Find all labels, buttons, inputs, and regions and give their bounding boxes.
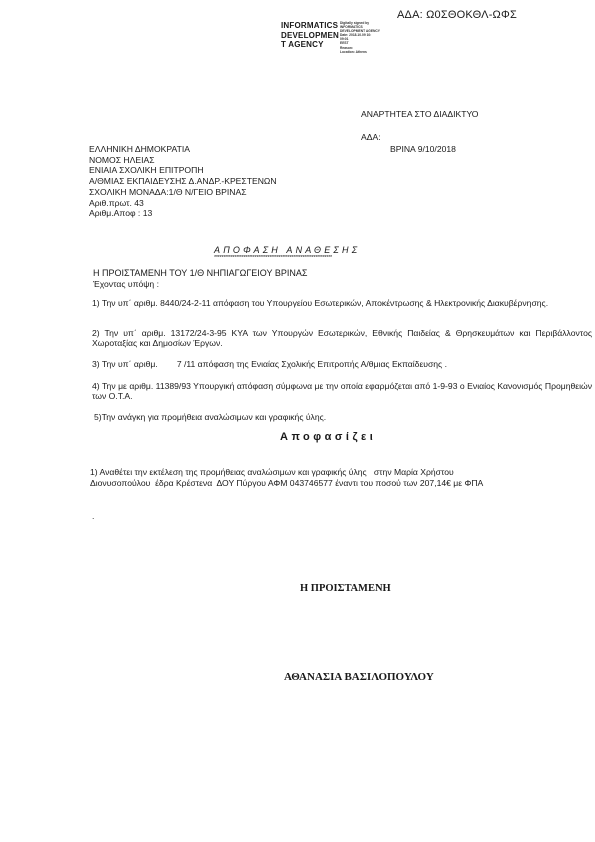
stray-dot: . — [92, 511, 95, 521]
issuer-block — [89, 144, 277, 219]
consideration-4: 4) Την με αριθμ. 11389/93 Υπουργική απόφαση σύμφωνα με την οποία εφαρμόζεται από 1-9-93 ο Ενιαίος Κανονισμός Προμηθειών των Ο.Τ.Α. — [92, 381, 592, 402]
logo-line: T AGENCY — [281, 40, 324, 49]
ada-header: ΑΔΑ: Ω0ΣΘΟΚΘΛ-ΩΦΣ — [397, 9, 517, 21]
consideration-5: 5)Την ανάγκη για προμήθεια αναλώσιμων και γραφικής ύλης. — [94, 412, 327, 422]
document-date: ΒΡΙΝΑ 9/10/2018 — [390, 144, 456, 154]
signatory-name: ΑΘΑΝΑΣΙΑ ΒΑΣΙΛΟΠΟΥΛΟΥ — [284, 671, 434, 683]
issuer-line: ΣΧΟΛΙΚΗ ΜΟΝΑΔΑ:1/Θ Ν/ΓΕΙΟ ΒΡΙΝΑΣ — [89, 186, 247, 197]
issuer-line: ΕΛΛΗΝΙΚΗ ΔΗΜΟΚΡΑΤΙΑ — [89, 144, 190, 154]
issuer-line: Α/ΘΜΙΑΣ ΕΚΠΑΙΔΕΥΣΗΣ Δ.ΑΝΔΡ.-ΚΡΕΣΤΕΝΩΝ — [89, 176, 277, 187]
decision-number: Αριθμ.Αποφ : 13 — [89, 208, 153, 219]
title-underline: **************************************************************** — [214, 255, 332, 261]
digital-signature-details — [340, 21, 380, 54]
post-notice: ΑΝΑΡΤΗΤΕΑ ΣΤΟ ΔΙΑΔΙΚΤΥΟ — [361, 109, 479, 119]
signature-detail-line: 09:01 — [340, 37, 349, 42]
authority-heading: Η ΠΡΟΙΣΤΑΜΕΝΗ ΤΟΥ 1/Θ ΝΗΠΙΑΓΩΓΕΙΟΥ ΒΡΙΝΑΣ — [93, 268, 308, 278]
considering-intro: Έχοντας υπόψη : — [93, 279, 159, 289]
logo-line: INFORMATICS — [281, 21, 339, 30]
logo-line: DEVELOPMEN — [281, 30, 340, 40]
consideration-1: 1) Την υπ΄ αριθμ. 8440/24-2-11 απόφαση του Υπουργείου Εσωτερικών, Αποκέντρωσης & Ηλεκτρονικής Διακυβέρνησης. — [92, 298, 549, 308]
signature-detail-line: Location: Athens — [340, 49, 367, 54]
document-title: ΑΠΟΦΑΣΗ ΑΝΑΘΕΣΗΣ — [214, 245, 361, 255]
signatory-title: Η ΠΡΟΙΣΤΑΜΕΝΗ — [300, 583, 391, 594]
signature-detail-line: Reason: — [340, 45, 354, 50]
consideration-2: 2) Την υπ΄ αριθμ. 13172/24-3-95 ΚΥΑ των Υπουργών Εσωτερικών, Εθνικής Παιδείας & Θρησκευμάτων και Περιβάλλοντος Χωροταξίας και Δημοσίων Έργων. — [92, 328, 592, 349]
issuer-line: ΕΝΙΑΙΑ ΣΧΟΛΙΚΗ ΕΠΙΤΡΟΠΗ — [89, 165, 204, 176]
signature-logo — [281, 21, 339, 50]
signature-detail-line: INFORMATICS — [340, 25, 363, 30]
decides-heading: Αποφασίζει — [280, 431, 377, 443]
signature-detail-line: Digitally signed by — [340, 21, 370, 25]
signature-detail-line: Date: 2018.10.09 10: — [340, 33, 372, 38]
decision-line: Διονυσοπούλου έδρα Κρέστενα ΔΟΥ Πύργου ΑΦΜ 043746577 έναντι του ποσού των 207,14€ με ΦΠΑ — [90, 478, 484, 488]
protocol-number: Αριθ.πρωτ. 43 — [89, 197, 144, 208]
decision-text — [90, 467, 483, 489]
ada-label: ΑΔΑ: — [361, 132, 381, 142]
issuer-line: ΝΟΜΟΣ ΗΛΕΙΑΣ — [89, 154, 155, 165]
signature-detail-line: EEST — [340, 41, 349, 46]
decision-line: 1) Αναθέτει την εκτέλεση της προμήθειας αναλώσιμων και γραφικής ύλης στην Μαρία Χρήστου — [90, 467, 454, 477]
consideration-3: 3) Την υπ΄ αριθμ. 7 /11 απόφαση της Ενιαίας Σχολικής Επιτροπής Α/θμιας Εκπαίδευσης . — [92, 359, 447, 369]
signature-detail-line: DEVELOPMENT AGENCY — [340, 29, 380, 34]
